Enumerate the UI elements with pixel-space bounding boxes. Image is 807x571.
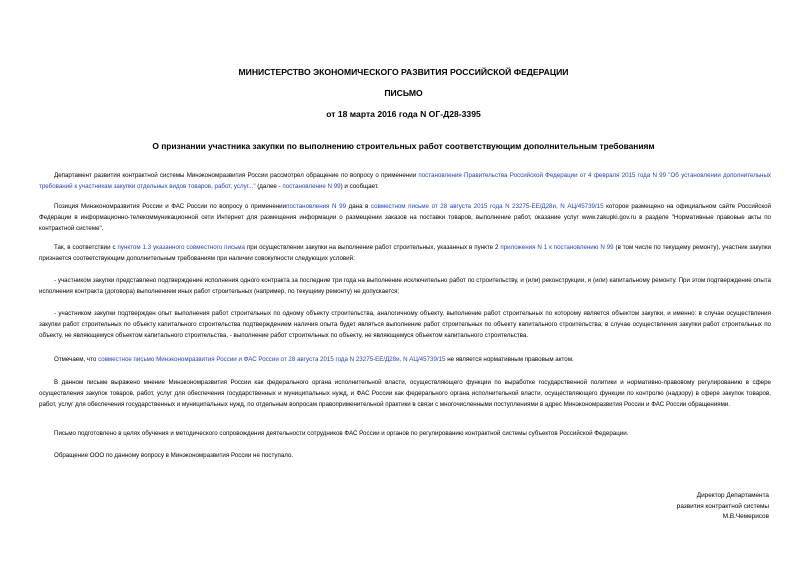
document-title: О признании участника закупки по выполнению строительных работ соответствующим дополнительным требованиям (152, 141, 655, 151)
p2-text-2: дана в (346, 203, 371, 210)
p6-text-1: Отмечаем, что (54, 356, 99, 363)
p3-link-item-1-3[interactable]: пунктом 1.3 указанного совместного письма (117, 244, 245, 251)
date-number-line: от 18 марта 2016 года N ОГ-Д28-3395 (326, 109, 481, 119)
p1-text-2: (далее - (255, 183, 283, 190)
p3-text-1: Так, в соответствии с (54, 244, 118, 251)
p3-link-appendix-1[interactable]: приложения N 1 к постановлению N 99 (500, 244, 614, 251)
p3-text-3: (в том числе по текущему ремонту), участник закупки признается соответствующим дополнительным требованиям при наличии совокупности следующих условий: (39, 244, 772, 262)
p2-link-resolution-99[interactable]: постановления N 99 (286, 203, 347, 210)
p1-link-resolution-short[interactable]: постановление N 99 (282, 183, 341, 190)
p1-link-resolution-99[interactable]: постановления Правительства Российской Федерации от 4 февраля 2015 года N 99 "Об установлении дополнительных требований к участникам закупки отдельных видов товаров, работ, услуг..." (39, 172, 771, 190)
paragraph-8: Письмо подготовлено в целях обучения и методического сопровождения деятельности сотрудников ФАС России и органов по регулированию контрактной системы субъектов Российской Федерации. (54, 430, 629, 437)
paragraph-7: В данном письме выражено мнение Минэкономразвития России как федерального органа исполнительной власти, осуществляющего функции по выработке государственной политики и нормативно-правовому регулированию в сфере осуществления закупок товаров, работ, услуг для обеспечения государственных и муниципальных нужд, и ФАС России как федерального органа исполнительной власти, осуществляющего функции по контролю (надзору) в сфере закупок товаров, работ, услуг для обеспечения государственных и муниципальных нужд, по отдельным вопросам правоприменительной практики в связи с многочисленными поступлениями в адрес Минэкономразвития России и ФАС России обращениями. (39, 379, 771, 408)
paragraph-3 (39, 242, 771, 264)
paragraph-6 (39, 354, 771, 365)
signature-name: М.В.Чемерисов (722, 513, 769, 520)
paragraph-4: - участником закупки представлено подтверждение исполнения одного контракта за последние три года на выполнение исключительно работ по строительству, и (или) реконструкции, и (или) капитальному ремонту. При этом подтверждение опыта исполнения контракта (договора) выполнением иных работ строительных (например, по текущему ремонту) не допускается; (39, 277, 771, 295)
paragraph-1 (39, 170, 771, 192)
p6-link-joint-letter[interactable]: совместное письмо Минэкономразвития России и ФАС России от 28 августа 2015 года N 23275-ЕЕ/Д28и, N АЦ/45739/15 (98, 356, 446, 363)
p6-text-2: не является нормативным правовым актом. (445, 356, 574, 363)
p1-text-1: Департамент развития контрактной системы Минэкономразвития России рассмотрел обращение по вопросу о применении (54, 172, 419, 179)
ministry-heading: МИНИСТЕРСТВО ЭКОНОМИЧЕСКОГО РАЗВИТИЯ РОССИЙСКОЙ ФЕДЕРАЦИИ (238, 67, 569, 77)
paragraph-9: Обращение ООО по данному вопросу в Минэкономразвития России не поступало. (54, 452, 294, 459)
p2-text-3: которое размещено на официальном сайте Российской Федерации в информационно-телекоммуникационной сети Интернет для размещения информации о размещении заказов на поставки товаров, выполнение работ, оказание услуг www.zakupki.gov.ru в разделе "Нормативные правовые акты по контрактной системе". (39, 203, 772, 232)
paragraph-5: - участником закупки подтвержден опыт выполнения работ строительных по одному объекту строительства, аналогичному объекту, выполнение работ строительных по которому является объектом закупки, и именно: в случае осуществления закупки работ строительных по объекту капитального строительства подтверждением наличия опыта будет являться выполнение работ строительных по объекту капитального строительства; в случае осуществления закупки работ строительных по объекту, не являющемуся объектом капитального строительства, - выполнение работ строительных по объекту, не являющемуся объектом капитального строительства. (39, 310, 771, 339)
signature-department: развития контрактной системы (676, 502, 769, 510)
p2-link-joint-letter[interactable]: совместном письме от 28 августа 2015 года N 23275-ЕЕ/Д28и, N АЦ/45739/15 (371, 203, 604, 210)
p3-text-2: при осуществлении закупки на выполнение работ строительных, указанных в пункте 2 (245, 244, 501, 251)
p2-text-1: Позиция Минэкономразвития России и ФАС России по вопросу о применении (54, 203, 287, 210)
paragraph-2 (39, 201, 771, 234)
signature-block (677, 491, 769, 523)
p1-text-3: ) и сообщает. (340, 183, 379, 190)
signature-position: Директор Департамента (696, 492, 769, 499)
doc-type-heading: ПИСЬМО (384, 88, 423, 98)
